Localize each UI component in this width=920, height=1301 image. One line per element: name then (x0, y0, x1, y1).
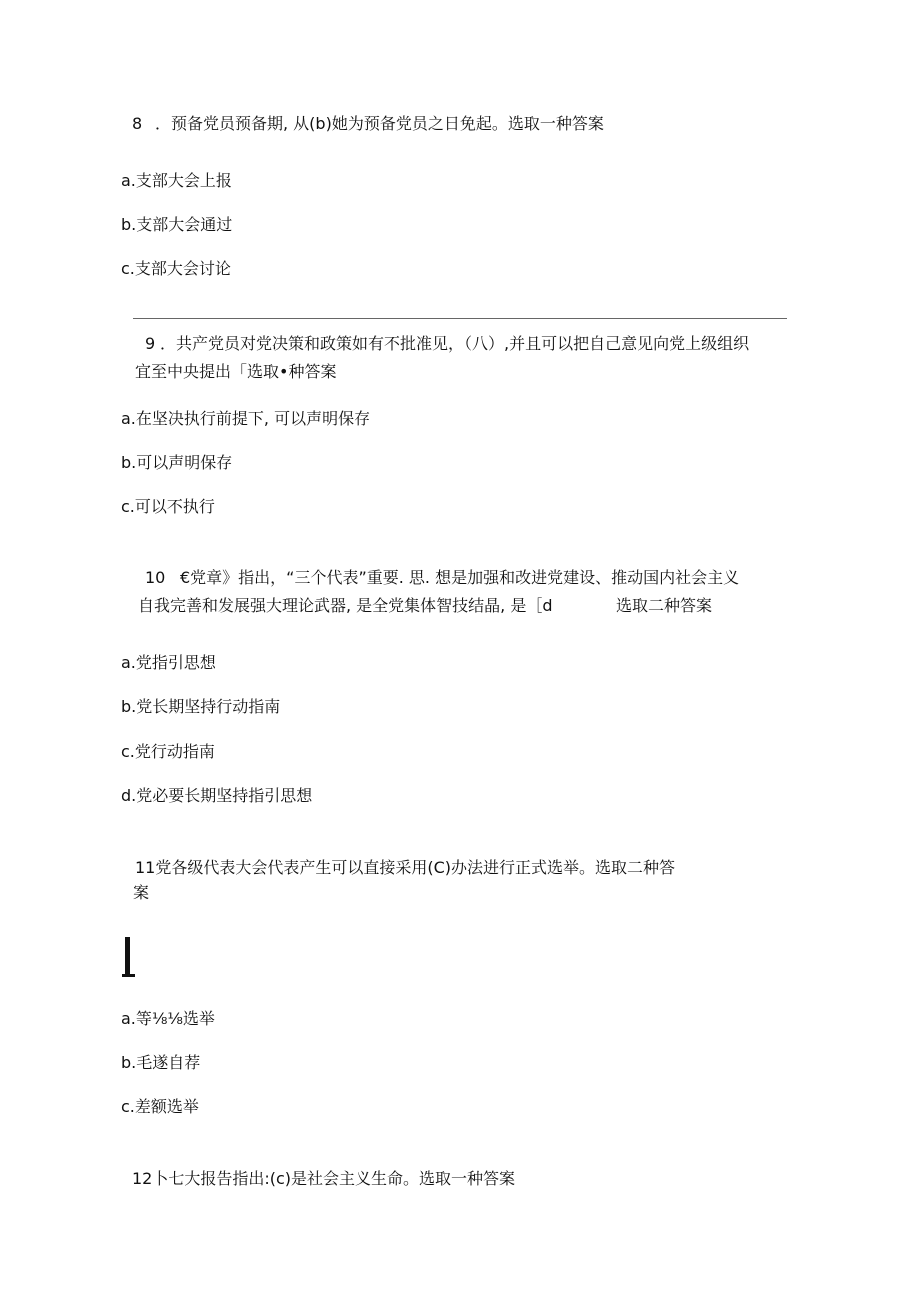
q10-answer-instruction: 选取二种答案 (616, 596, 713, 615)
cursor-bar-foot (122, 974, 135, 977)
divider (133, 318, 787, 319)
q10-number: 10 (145, 568, 166, 587)
q11-option-b[interactable]: b.毛遂自荐 (121, 1053, 201, 1072)
q8-option-c[interactable]: c.支部大会讨论 (121, 259, 231, 278)
q11-text-line2: 案 (133, 883, 150, 902)
q8-option-b[interactable]: b.支部大会通过 (121, 215, 233, 234)
q10-option-d[interactable]: d.党必要长期坚持指引思想 (121, 786, 313, 805)
q10-option-c[interactable]: c.党行动指南 (121, 742, 215, 761)
q9-option-a[interactable]: a.在坚决执行前提下, 可以声明保存 (121, 409, 371, 428)
q10-option-b[interactable]: b.党长期坚持行动指南 (121, 697, 281, 716)
q8-number: 8 (132, 114, 143, 133)
q11-text-line1: 11党各级代表大会代表产生可以直接采用(C)办法进行正式选举。选取二种答 (135, 858, 676, 877)
q9-option-c[interactable]: c.可以不执行 (121, 497, 215, 516)
q9-number: 9 (145, 334, 156, 353)
q8-text: ．预备党员预备期, 从(b)她为预备党员之日免起。选取一种答案 (155, 114, 604, 133)
q10-text-line1: €党章》指出，“三个代表”重要. 思. 想是加强和改进党建设、推动国内社会主义 (180, 568, 740, 587)
q8-option-a[interactable]: a.支部大会上报 (121, 171, 232, 190)
q9-option-b[interactable]: b.可以声明保存 (121, 453, 233, 472)
cursor-bar-mark (125, 937, 130, 977)
q10-option-a[interactable]: a.党指引思想 (121, 653, 216, 672)
q11-option-c[interactable]: c.差额选举 (121, 1097, 199, 1116)
q12-text: 12卜七大报告指出:(c)是社会主义生命。选取一种答案 (132, 1169, 516, 1188)
q10-text-line2: 自我完善和发展强大理论武器, 是全党集体智技结晶, 是［d (138, 596, 553, 615)
q11-option-a[interactable]: a.等⅛⅛选举 (121, 1009, 215, 1028)
q9-text-line1: ．共产党员对党决策和政策如有不批准见，（八）,并且可以把自己意见向党上级组织 (160, 334, 750, 353)
q9-text-line2: 宜至中央提出「选取•种答案 (135, 362, 337, 381)
